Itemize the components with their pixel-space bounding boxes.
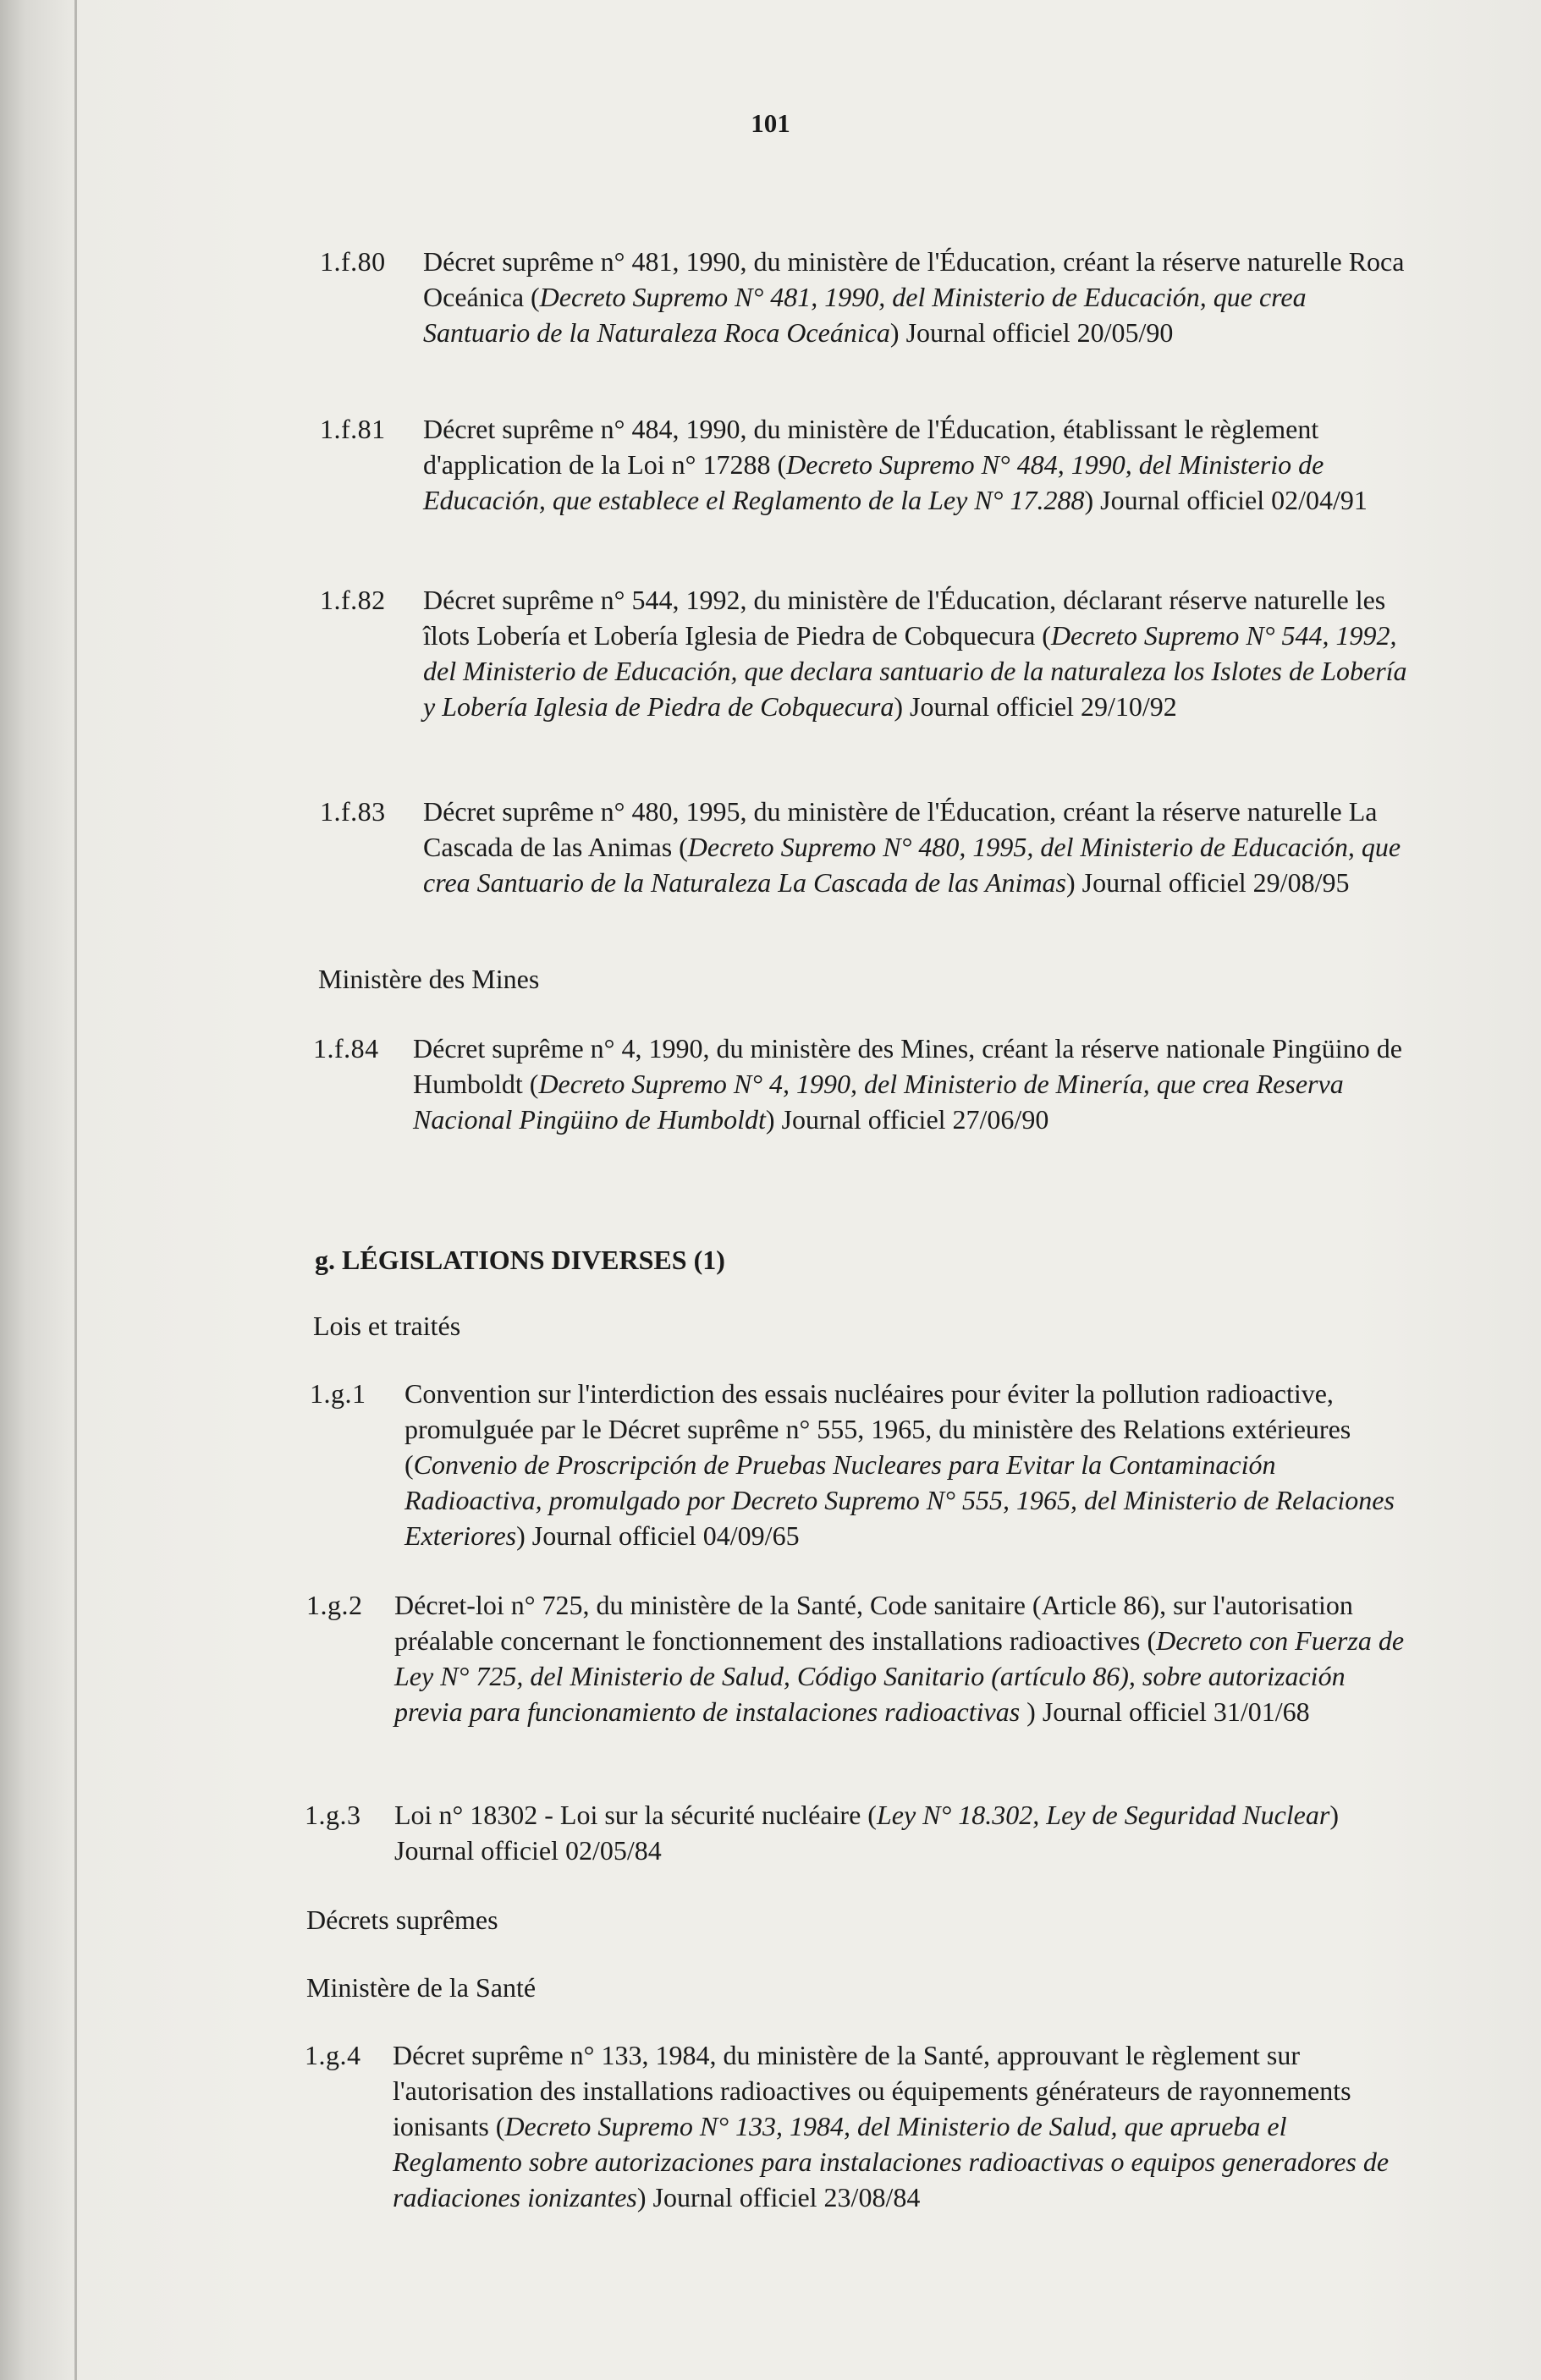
- entry-number: 1.f.82: [320, 585, 386, 615]
- entry-number: 1.g.4: [305, 2040, 361, 2070]
- entry-number: 1.f.81: [320, 414, 386, 444]
- entry-1f84: [313, 1031, 1413, 1137]
- heading-ministere-mines: Ministère des Mines: [318, 964, 540, 994]
- section-heading-g: g. LÉGISLATIONS DIVERSES (1): [315, 1245, 725, 1275]
- entry-1g3: [305, 1797, 1405, 1868]
- entry-text: Décret suprême n° 484, 1990, du ministère de l'Éducation, établissant le règlement d'application de la Loi n° 17288 (Decreto Supremo N° 484, 1990, del Ministerio de Educación, que establece el Reglamento de la Ley N° 17.288) Journal officiel 02/04/91: [423, 414, 1368, 515]
- heading-decrets-supremes: Décrets suprêmes: [306, 1905, 498, 1935]
- entry-number: 1.g.1: [310, 1378, 366, 1409]
- entry-number: 1.g.2: [306, 1590, 363, 1620]
- entry-text: Décret suprême n° 4, 1990, du ministère des Mines, créant la réserve nationale Pingüino de Humboldt (Decreto Supremo N° 4, 1990, del Ministerio de Minería, que crea Reserva Nacional Pingüino de Humboldt) Journal officiel 27/06/90: [413, 1033, 1402, 1135]
- entry-text: Décret-loi n° 725, du ministère de la Santé, Code sanitaire (Article 86), sur l'autorisation préalable concernant le fonctionnement des installations radioactives (Decreto con Fuerza de Ley N° 725, del Ministerio de Salud, Código Sanitario (artículo 86), sobre autorización previa para funcionamiento de instalaciones radioactivas ) Journal officiel 31/01/68: [394, 1590, 1405, 1727]
- heading-ministere-sante: Ministère de la Santé: [306, 1972, 537, 2003]
- binding-gutter: [74, 0, 77, 2380]
- entry-1f81: [320, 411, 1412, 518]
- entry-1f82: [320, 582, 1412, 724]
- entry-number: 1.f.84: [313, 1033, 379, 1064]
- entry-text: Loi n° 18302 - Loi sur la sécurité nucléaire (Ley N° 18.302, Ley de Seguridad Nuclear) Journal officiel 02/05/84: [394, 1800, 1339, 1866]
- entry-1g1: [310, 1376, 1410, 1553]
- entry-number: 1.g.3: [305, 1800, 361, 1830]
- entry-text: Décret suprême n° 133, 1984, du ministère de la Santé, approuvant le règlement sur l'autorisation des installations radioactives ou équipements générateurs de rayonnements ionisants (Decreto Supremo N° 133, 1984, del Ministerio de Salud, que aprueba el Reglamento sobre autorizaciones para instalaciones radioactivas o equipos generadores de radiaciones ionizantes) Journal officiel 23/08/84: [393, 2040, 1390, 2212]
- heading-lois-traites: Lois et traités: [313, 1311, 461, 1341]
- entry-number: 1.f.80: [320, 246, 386, 277]
- entry-text: Décret suprême n° 480, 1995, du ministère de l'Éducation, créant la réserve naturelle La Cascada de las Animas (Decreto Supremo N° 480, 1995, del Ministerio de Educación, que crea Santuario de la Naturaleza La Cascada de las Animas) Journal officiel 29/08/95: [423, 796, 1401, 898]
- page-number: 101: [751, 108, 790, 138]
- entry-text: Convention sur l'interdiction des essais nucléaires pour éviter la pollution radioactive, promulguée par le Décret suprême n° 555, 1965, du ministère des Relations extérieures (Convenio de Proscripción de Pruebas Nucleares para Evitar la Contaminación Radioactiva, promulgado por Decreto Supremo N° 555, 1965, del Ministerio de Relaciones Exteriores) Journal officiel 04/09/65: [405, 1378, 1395, 1551]
- entry-text: Décret suprême n° 544, 1992, du ministère de l'Éducation, déclarant réserve naturelle les îlots Lobería et Lobería Iglesia de Piedra de Cobquecura (Decreto Supremo N° 544, 1992, del Ministerio de Educación, que declara santuario de la naturaleza los Islotes de Lobería y Lobería Iglesia de Piedra de Cobquecura) Journal officiel 29/10/92: [423, 585, 1407, 722]
- entry-1f80: [320, 244, 1412, 350]
- entry-1f83: [320, 794, 1412, 900]
- entry-1g4: [305, 2037, 1405, 2215]
- entry-text: Décret suprême n° 481, 1990, du ministère de l'Éducation, créant la réserve naturelle Roca Oceánica (Decreto Supremo N° 481, 1990, del Ministerio de Educación, que crea Santuario de la Naturaleza Roca Oceánica) Journal officiel 20/05/90: [423, 246, 1405, 348]
- entry-number: 1.f.83: [320, 796, 386, 827]
- entry-1g2: [306, 1587, 1406, 1729]
